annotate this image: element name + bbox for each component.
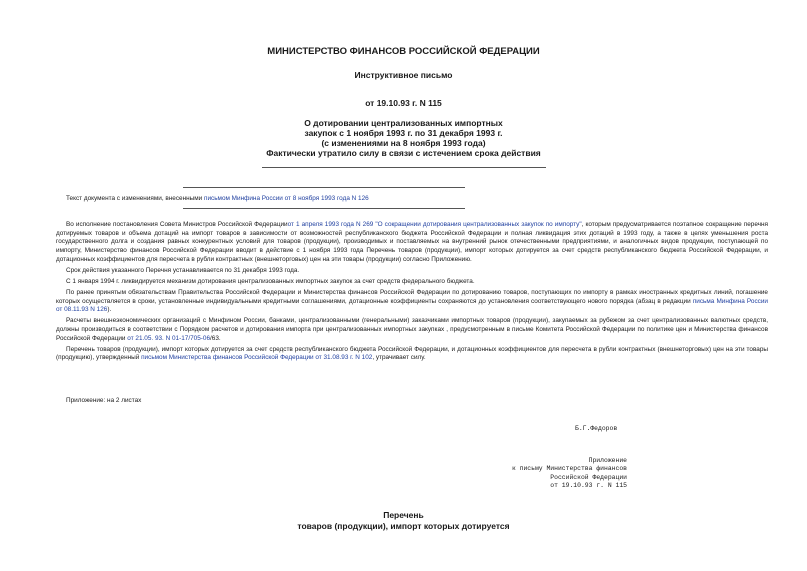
decree-link[interactable]: от 1 апреля 1993 года N 269 "О сокращении дотирования централизованных закупок по импорту" xyxy=(287,221,582,228)
p1-text-b: , которым предусматривается поэтапное сокращение перечня дотируемых товаров и объема дотаций на импорт товаров в зависимости от возможностей республиканского бюджета Российской Федерации и полная ликвидация этих дотаций в 1993 году, а также в целях уменьшения роста государственного долга и создания равных конкурентных условий для товаров (продукции), производимых и поставляемых на внутренний рынок отечественными предприятиями, и аналогичных видов продукции, поступающей по импорту, Министерство финансов Российской Федерации вводит в действие с 1 ноября 1993 года Перечень товаров (продукции), импорт которых дотируется за счет средств республиканского бюджета Российской Федерации, и дотационных коэффициентов для пересчета в рубли контрактных (внешнеторговых) цен на эти товары (продукции) согласно Приложению. xyxy=(56,221,768,263)
title-line-4: Фактически утратило силу в связи с истечением срока действия xyxy=(266,148,541,158)
paragraph-2: Срок действия указанного Перечня устанавливается по 31 декабря 1993 года. xyxy=(66,266,300,274)
minfin-letter-102-link[interactable]: письмом Министерства финансов Российской Федерации от 31.08.93 г. N 102 xyxy=(141,354,373,362)
p6-text-a: Перечень товаров (продукции), импорт которых дотируется за счет средств республиканского бюджета Российской Федерации, и дотационных коэффициентов для пересчета в рубли контрактных (внешнеторговых) цен на эти товары (продукцию), утвержденный xyxy=(56,345,768,362)
list-title-line-1: Перечень xyxy=(383,510,424,520)
p6-text-b: , утрачивает силу. xyxy=(372,354,426,362)
p4-text-b: ). xyxy=(107,306,112,314)
ministry-heading: МИНИСТЕРСТВО ФИНАНСОВ РОССИЙСКОЙ ФЕДЕРАЦИИ xyxy=(267,46,540,57)
p5-text-b: /63. xyxy=(210,334,221,342)
paragraph-4 xyxy=(56,289,768,315)
title-divider xyxy=(262,167,546,168)
letter-705-link[interactable]: от 21.05. 93. N 01-17/705-06 xyxy=(127,334,211,342)
appendix-line-3: Российской Федерации xyxy=(550,473,627,481)
list-title-line-2: товаров (продукции), импорт которых дотируется xyxy=(297,521,510,531)
attachment-note: Приложение: на 2 листах xyxy=(66,397,142,404)
document-body xyxy=(56,221,768,365)
p1-text-a: Во исполнение постановления Совета Министров Российской Федерации xyxy=(66,221,288,228)
document-title xyxy=(0,118,807,158)
p5-text-a: Расчеты внешнеэкономических организаций с Минфином России, банками, централизованными (генеральными) заказчиками импортных товаров (продукции), закупаемых за рубежом за счет централизованных валютных средств, должны производиться в соответствии с Порядком расчетов и дотирования импорта при централизованных импортных закупках , предусмотренным в письме Комитета Российской Федерации по политике цен и Министерства финансов Российской Федерации xyxy=(56,317,768,342)
document-type: Инструктивное письмо xyxy=(354,70,453,80)
minfin-letter-126-link[interactable]: письма Минфина России от 08.11.93 N 126 xyxy=(56,297,768,314)
note-top-divider xyxy=(183,187,465,188)
title-line-2: закупок с 1 ноября 1993 г. по 31 декабря 1993 г. xyxy=(304,128,503,138)
title-line-3: (с изменениями на 8 ноября 1993 года) xyxy=(321,138,486,148)
document-number: от 19.10.93 г. N 115 xyxy=(365,98,442,108)
signature: Б.Г.Федоров xyxy=(575,425,618,432)
amendment-note xyxy=(66,195,369,202)
title-line-1: О дотировании централизованных импортных xyxy=(304,118,503,128)
appendix-header xyxy=(512,457,627,491)
paragraph-6 xyxy=(56,346,768,363)
p4-text-a: По ранее принятым обязательствам Правительства Российской Федерации и Министерства финансов Российской Федерации по дотированию товаров, поступающих по импорту в рамках иностранных кредитных линий, погашение которых осуществляется в сроки, установленные индивидуальными кредитными соглашениями, дотационные коэффициенты сохраняются до установления соответствующего нового порядка (абзац в редакции xyxy=(56,288,768,305)
amendment-link[interactable]: письмом Минфина России от 8 ноября 1993 года N 126 xyxy=(204,195,369,202)
list-title xyxy=(0,510,807,532)
appendix-line-4: от 19.10.93 г. N 115 xyxy=(550,482,627,490)
paragraph-5 xyxy=(56,317,768,343)
appendix-line-1: Приложение xyxy=(588,457,627,464)
amendment-note-text: Текст документа с изменениями, внесенными xyxy=(66,195,204,202)
note-bottom-divider xyxy=(183,208,465,209)
paragraph-3: С 1 января 1994 г. ликвидируется механизм дотирования централизованных импортных закупок за счет средств федерального бюджета. xyxy=(66,277,475,285)
paragraph-1 xyxy=(56,221,768,265)
appendix-line-2: к письму Министерства финансов xyxy=(511,465,627,473)
